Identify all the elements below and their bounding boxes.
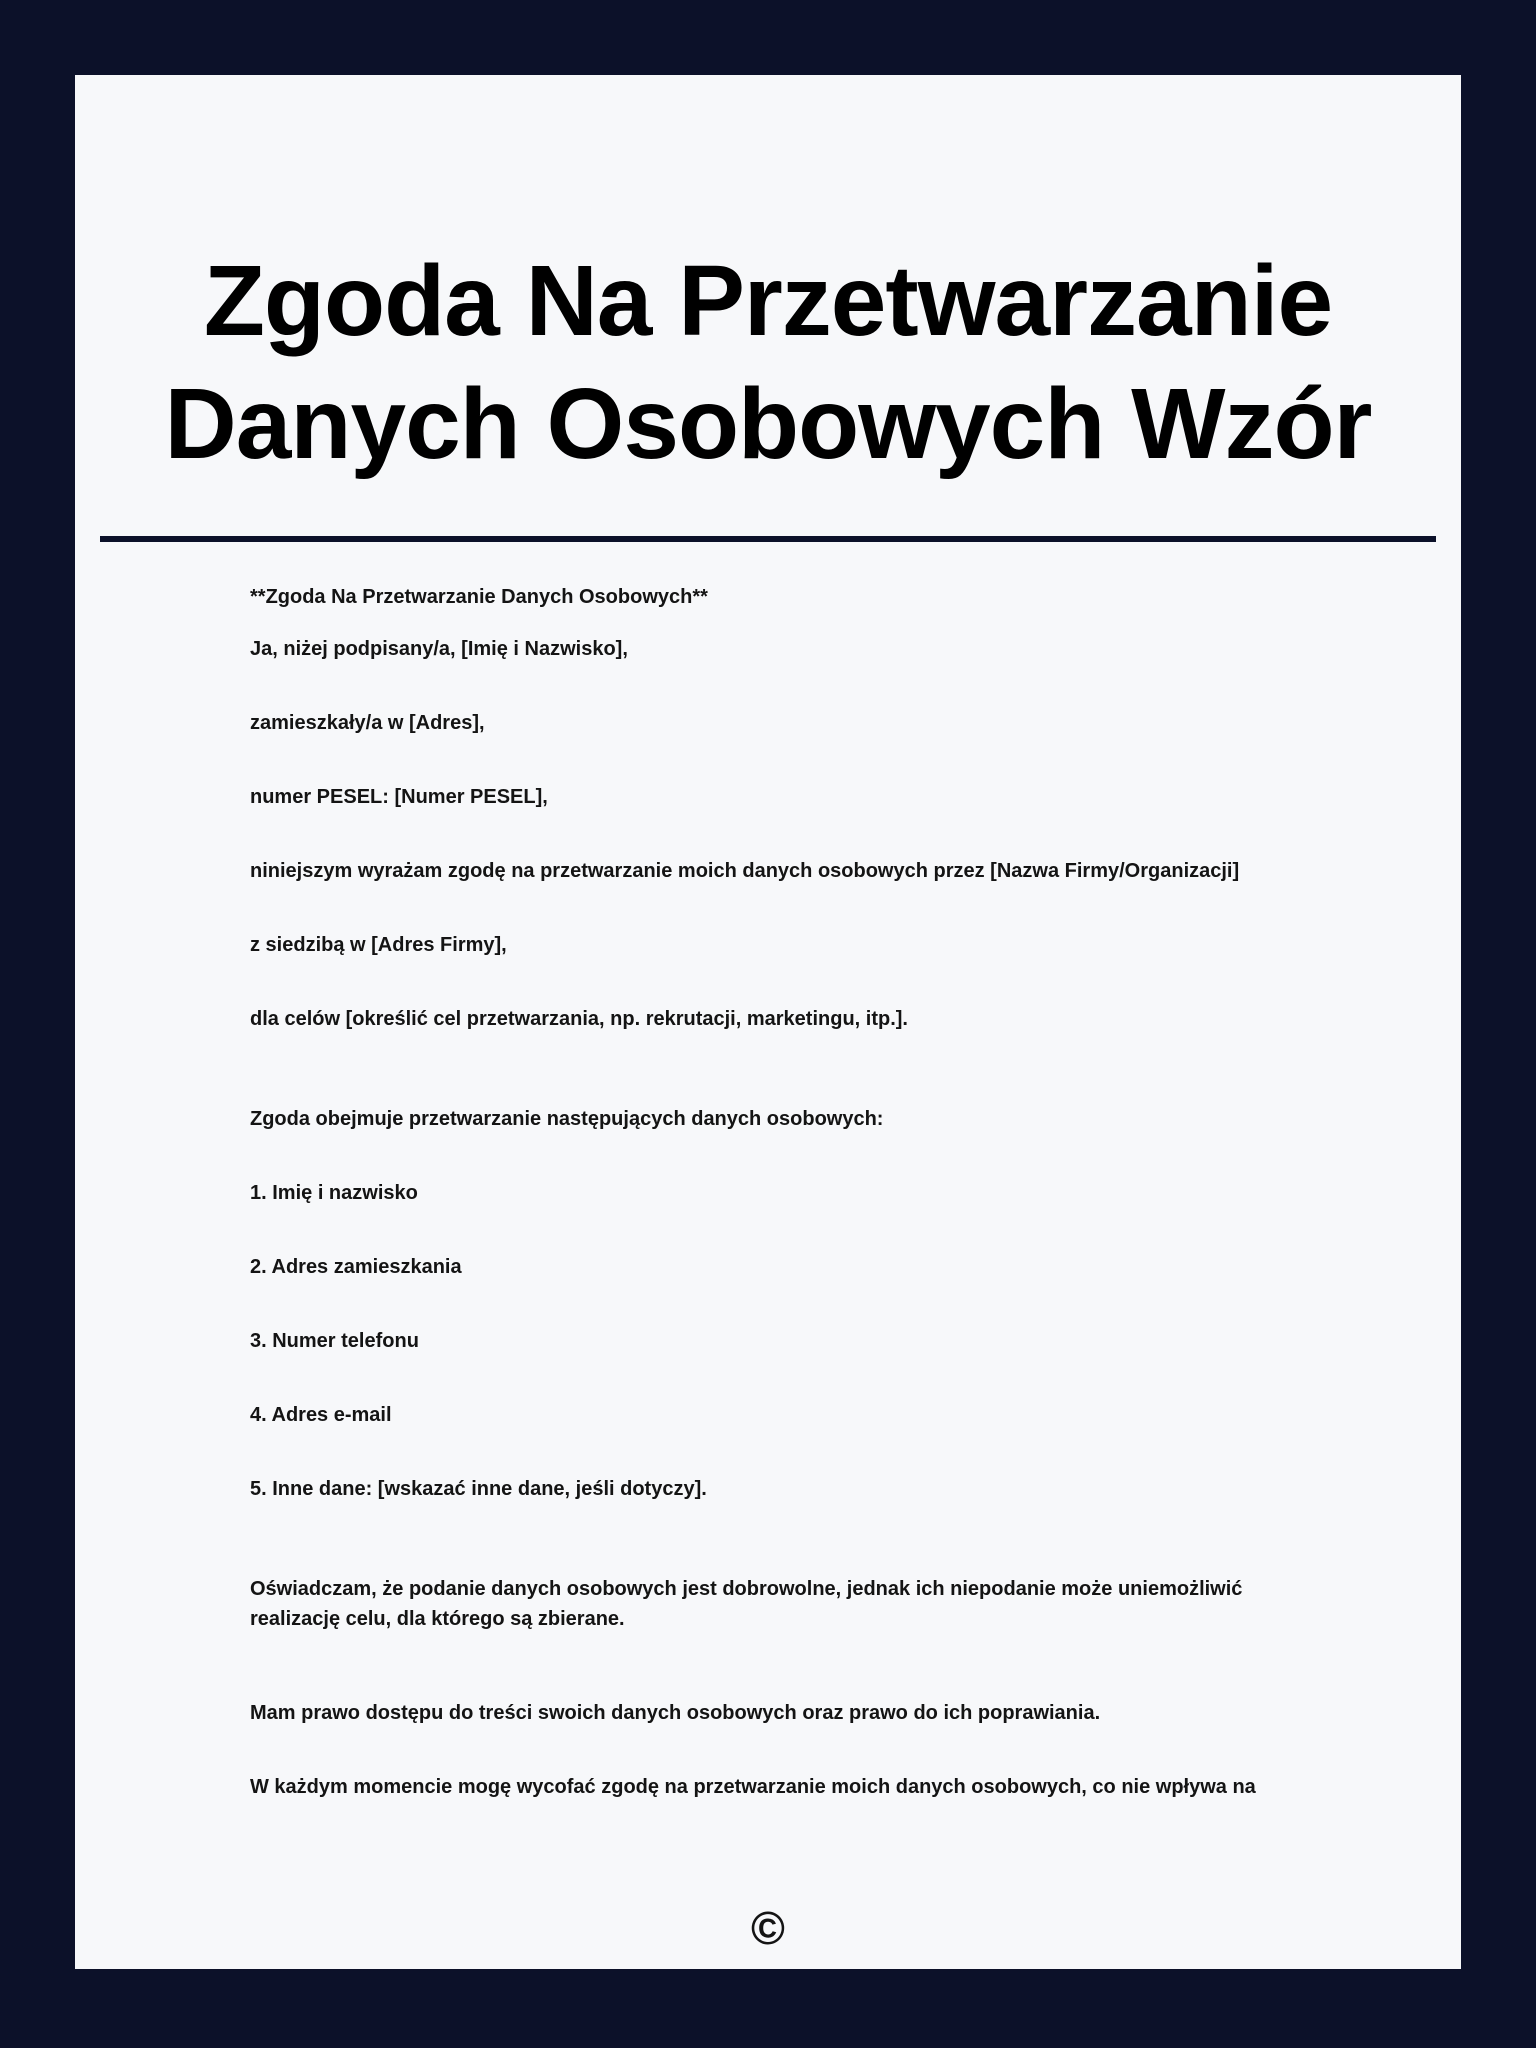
paragraph: 2. Adres zamieszkania xyxy=(250,1256,462,1278)
paragraph: Oświadczam, że podanie danych osobowych jest dobrowolne, jednak ich niepodanie może uniemożliwić realizację celu, dla którego są zbierane. xyxy=(250,1578,1243,1630)
paragraph: Zgoda obejmuje przetwarzanie następujących danych osobowych: xyxy=(250,1108,884,1130)
document-title: Zgoda Na Przetwarzanie Danych Osobowych Wzór xyxy=(164,245,1372,480)
paragraph: W każdym momencie mogę wycofać zgodę na przetwarzanie moich danych osobowych, co nie wpływa na xyxy=(250,1776,1256,1798)
paragraph: 5. Inne dane: [wskazać inne dane, jeśli dotyczy]. xyxy=(250,1478,707,1500)
paragraph: Ja, niżej podpisany/a, [Imię i Nazwisko], xyxy=(250,638,628,660)
paragraph: zamieszkały/a w [Adres], xyxy=(250,712,485,734)
paragraph: Mam prawo dostępu do treści swoich danych osobowych oraz prawo do ich poprawiania. xyxy=(250,1702,1101,1724)
document-body xyxy=(75,542,1461,1802)
paragraph: dla celów [określić cel przetwarzania, np. rekrutacji, marketingu, itp.]. xyxy=(250,1008,908,1030)
document-page xyxy=(75,75,1461,1969)
paragraph: 3. Numer telefonu xyxy=(250,1330,419,1352)
copyright-symbol: © xyxy=(751,1902,785,1954)
paragraph: z siedzibą w [Adres Firmy], xyxy=(250,934,507,956)
paragraph: niniejszym wyrażam zgodę na przetwarzanie moich danych osobowych przez [Nazwa Firmy/Organizacji] xyxy=(250,860,1240,882)
paragraph: 4. Adres e-mail xyxy=(250,1404,392,1426)
paragraph: 1. Imię i nazwisko xyxy=(250,1182,418,1204)
paragraph: **Zgoda Na Przetwarzanie Danych Osobowych** xyxy=(250,586,708,608)
paragraph: numer PESEL: [Numer PESEL], xyxy=(250,786,548,808)
